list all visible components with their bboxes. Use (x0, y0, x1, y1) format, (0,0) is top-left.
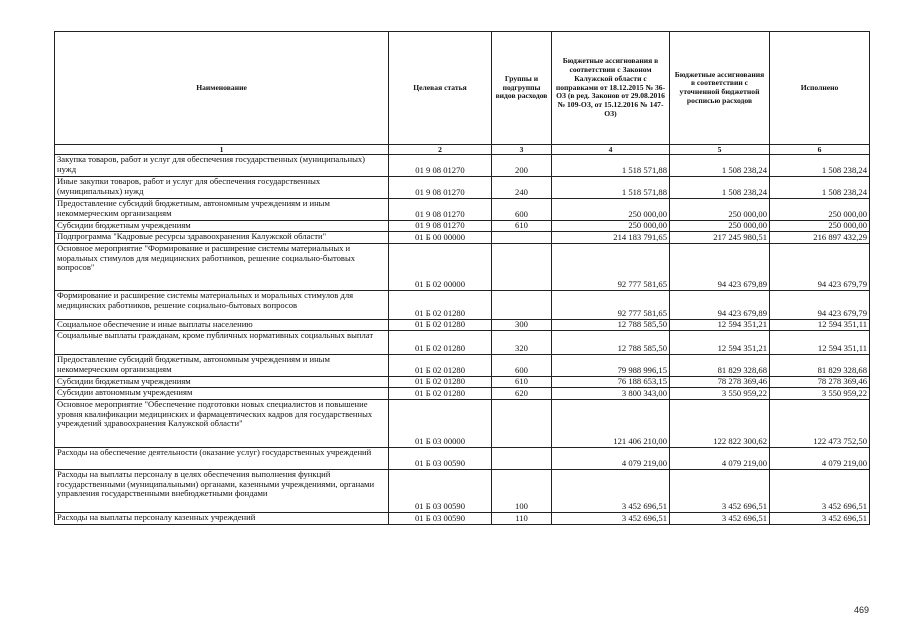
table-row (55, 177, 870, 199)
row-name-cell: Предоставление субсидий бюджетным, автономным учреждениям и иным некоммерческим организациям (55, 355, 389, 377)
row-law-allocation-cell: 76 188 653,15 (552, 377, 670, 388)
row-target-article-cell: 01 Б 03 00000 (389, 400, 492, 448)
row-target-article-cell: 01 Б 02 01280 (389, 331, 492, 355)
header-executed: Исполнено (770, 32, 870, 145)
row-target-article-cell: 01 9 08 01270 (389, 199, 492, 221)
row-expense-group-cell: 320 (492, 331, 552, 355)
row-name-cell: Основное мероприятие "Обеспечение подготовки новых специалистов и повышение уровня квалификации медицинских и фармацевтических кадров для государственных учреждений здравоохранения Калужской области" (55, 400, 389, 448)
row-target-article-cell: 01 Б 02 01280 (389, 291, 492, 320)
row-refined-allocation-cell: 94 423 679,89 (670, 291, 770, 320)
header-expense-groups: Группы и подгруппы видов расходов (492, 32, 552, 145)
table-row (55, 377, 870, 388)
header-name: Наименование (55, 32, 389, 145)
table-row (55, 232, 870, 244)
row-name-cell: Предоставление субсидий бюджетным, автономным учреждениям и иным некоммерческим организациям (55, 199, 389, 221)
row-name-cell: Подпрограмма "Кадровые ресурсы здравоохранения Калужской области" (55, 232, 389, 244)
column-number: 2 (389, 145, 492, 155)
row-executed-cell: 4 079 219,00 (770, 448, 870, 470)
row-executed-cell: 122 473 752,50 (770, 400, 870, 448)
row-executed-cell: 81 829 328,68 (770, 355, 870, 377)
row-law-allocation-cell: 79 988 996,15 (552, 355, 670, 377)
row-target-article-cell: 01 9 08 01270 (389, 221, 492, 232)
row-target-article-cell: 01 Б 02 01280 (389, 320, 492, 331)
column-number: 5 (670, 145, 770, 155)
row-law-allocation-cell: 1 518 571,88 (552, 155, 670, 177)
row-refined-allocation-cell: 3 550 959,22 (670, 388, 770, 400)
row-law-allocation-cell: 3 452 696,51 (552, 513, 670, 525)
row-law-allocation-cell: 214 183 791,65 (552, 232, 670, 244)
row-expense-group-cell (492, 244, 552, 291)
row-refined-allocation-cell: 12 594 351,21 (670, 331, 770, 355)
row-target-article-cell: 01 Б 03 00590 (389, 448, 492, 470)
row-expense-group-cell (492, 400, 552, 448)
row-target-article-cell: 01 9 08 01270 (389, 177, 492, 199)
row-name-cell: Субсидии бюджетным учреждениям (55, 221, 389, 232)
row-law-allocation-cell: 250 000,00 (552, 199, 670, 221)
row-name-cell: Формирование и расширение системы материальных и моральных стимулов для медицинских работников, решение социально-бытовых вопросов (55, 291, 389, 320)
row-law-allocation-cell: 1 518 571,88 (552, 177, 670, 199)
row-refined-allocation-cell: 3 452 696,51 (670, 470, 770, 513)
column-number: 1 (55, 145, 389, 155)
row-law-allocation-cell: 250 000,00 (552, 221, 670, 232)
row-law-allocation-cell: 3 452 696,51 (552, 470, 670, 513)
row-law-allocation-cell: 12 788 585,50 (552, 320, 670, 331)
row-refined-allocation-cell: 81 829 328,68 (670, 355, 770, 377)
row-executed-cell: 12 594 351,11 (770, 331, 870, 355)
row-executed-cell: 3 550 959,22 (770, 388, 870, 400)
table-row (55, 320, 870, 331)
row-target-article-cell: 01 Б 03 00590 (389, 513, 492, 525)
row-name-cell: Субсидии бюджетным учреждениям (55, 377, 389, 388)
budget-report-sheet (54, 31, 869, 525)
row-expense-group-cell: 300 (492, 320, 552, 331)
budget-execution-table (54, 31, 870, 525)
row-executed-cell: 216 897 432,29 (770, 232, 870, 244)
row-expense-group-cell: 240 (492, 177, 552, 199)
row-target-article-cell: 01 Б 03 00590 (389, 470, 492, 513)
row-target-article-cell: 01 9 08 01270 (389, 155, 492, 177)
row-expense-group-cell: 600 (492, 199, 552, 221)
table-row (55, 331, 870, 355)
row-name-cell: Расходы на выплаты персоналу казенных учреждений (55, 513, 389, 525)
header-refined-allocations: Бюджетные ассигнования в соответствии с уточненной бюджетной росписью расходов (670, 32, 770, 145)
row-expense-group-cell (492, 448, 552, 470)
row-refined-allocation-cell: 250 000,00 (670, 199, 770, 221)
row-refined-allocation-cell: 250 000,00 (670, 221, 770, 232)
row-executed-cell: 1 508 238,24 (770, 155, 870, 177)
row-target-article-cell: 01 Б 02 01280 (389, 377, 492, 388)
row-refined-allocation-cell: 1 508 238,24 (670, 177, 770, 199)
header-law-allocations: Бюджетные ассигнования в соответствии с Законом Калужской области с поправками от 18.12.2015 № 36-ОЗ (в ред. Законов от 29.08.2016 № 109-ОЗ, от 15.12.2016 № 147-ОЗ) (552, 32, 670, 145)
row-target-article-cell: 01 Б 00 00000 (389, 232, 492, 244)
row-law-allocation-cell: 92 777 581,65 (552, 291, 670, 320)
header-target-article: Целевая статья (389, 32, 492, 145)
row-executed-cell: 1 508 238,24 (770, 177, 870, 199)
column-number: 4 (552, 145, 670, 155)
table-row (55, 199, 870, 221)
row-target-article-cell: 01 Б 02 01280 (389, 388, 492, 400)
row-refined-allocation-cell: 122 822 300,62 (670, 400, 770, 448)
row-name-cell: Расходы на выплаты персоналу в целях обеспечения выполнения функций государственными (муниципальными) органами, казенными учреждениями, органами управления государственными внебюджетными фондами (55, 470, 389, 513)
table-row (55, 155, 870, 177)
row-executed-cell: 3 452 696,51 (770, 470, 870, 513)
row-refined-allocation-cell: 3 452 696,51 (670, 513, 770, 525)
header-row (55, 32, 870, 145)
row-expense-group-cell (492, 291, 552, 320)
table-row (55, 291, 870, 320)
row-expense-group-cell (492, 232, 552, 244)
row-law-allocation-cell: 3 800 343,00 (552, 388, 670, 400)
column-number: 6 (770, 145, 870, 155)
row-name-cell: Иные закупки товаров, работ и услуг для обеспечения государственных (муниципальных) нужд (55, 177, 389, 199)
table-row (55, 221, 870, 232)
row-refined-allocation-cell: 94 423 679,89 (670, 244, 770, 291)
row-refined-allocation-cell: 4 079 219,00 (670, 448, 770, 470)
row-executed-cell: 94 423 679,79 (770, 291, 870, 320)
row-law-allocation-cell: 92 777 581,65 (552, 244, 670, 291)
table-row (55, 388, 870, 400)
table-row (55, 470, 870, 513)
row-law-allocation-cell: 4 079 219,00 (552, 448, 670, 470)
table-row (55, 400, 870, 448)
row-name-cell: Субсидии автономным учреждениям (55, 388, 389, 400)
row-name-cell: Социальное обеспечение и иные выплаты населению (55, 320, 389, 331)
row-name-cell: Закупка товаров, работ и услуг для обеспечения государственных (муниципальных) нужд (55, 155, 389, 177)
row-name-cell: Расходы на обеспечение деятельности (оказание услуг) государственных учреждений (55, 448, 389, 470)
row-target-article-cell: 01 Б 02 00000 (389, 244, 492, 291)
row-expense-group-cell: 200 (492, 155, 552, 177)
row-executed-cell: 12 594 351,11 (770, 320, 870, 331)
row-expense-group-cell: 110 (492, 513, 552, 525)
table-row (55, 244, 870, 291)
row-expense-group-cell: 610 (492, 377, 552, 388)
column-number: 3 (492, 145, 552, 155)
table-row (55, 513, 870, 525)
row-expense-group-cell: 100 (492, 470, 552, 513)
table-row (55, 448, 870, 470)
row-expense-group-cell: 620 (492, 388, 552, 400)
row-name-cell: Социальные выплаты гражданам, кроме публичных нормативных социальных выплат (55, 331, 389, 355)
row-executed-cell: 3 452 696,51 (770, 513, 870, 525)
page-number: 469 (853, 605, 869, 615)
row-law-allocation-cell: 121 406 210,00 (552, 400, 670, 448)
row-law-allocation-cell: 12 788 585,50 (552, 331, 670, 355)
row-expense-group-cell: 610 (492, 221, 552, 232)
row-target-article-cell: 01 Б 02 01280 (389, 355, 492, 377)
column-number-row (55, 145, 870, 155)
row-refined-allocation-cell: 78 278 369,46 (670, 377, 770, 388)
row-refined-allocation-cell: 217 245 980,51 (670, 232, 770, 244)
row-name-cell: Основное мероприятие "Формирование и расширение системы материальных и моральных стимулов для медицинских работников, решение социально-бытовых вопросов" (55, 244, 389, 291)
row-expense-group-cell: 600 (492, 355, 552, 377)
row-refined-allocation-cell: 12 594 351,21 (670, 320, 770, 331)
row-executed-cell: 78 278 369,46 (770, 377, 870, 388)
row-executed-cell: 94 423 679,79 (770, 244, 870, 291)
row-executed-cell: 250 000,00 (770, 199, 870, 221)
table-row (55, 355, 870, 377)
row-executed-cell: 250 000,00 (770, 221, 870, 232)
row-refined-allocation-cell: 1 508 238,24 (670, 155, 770, 177)
